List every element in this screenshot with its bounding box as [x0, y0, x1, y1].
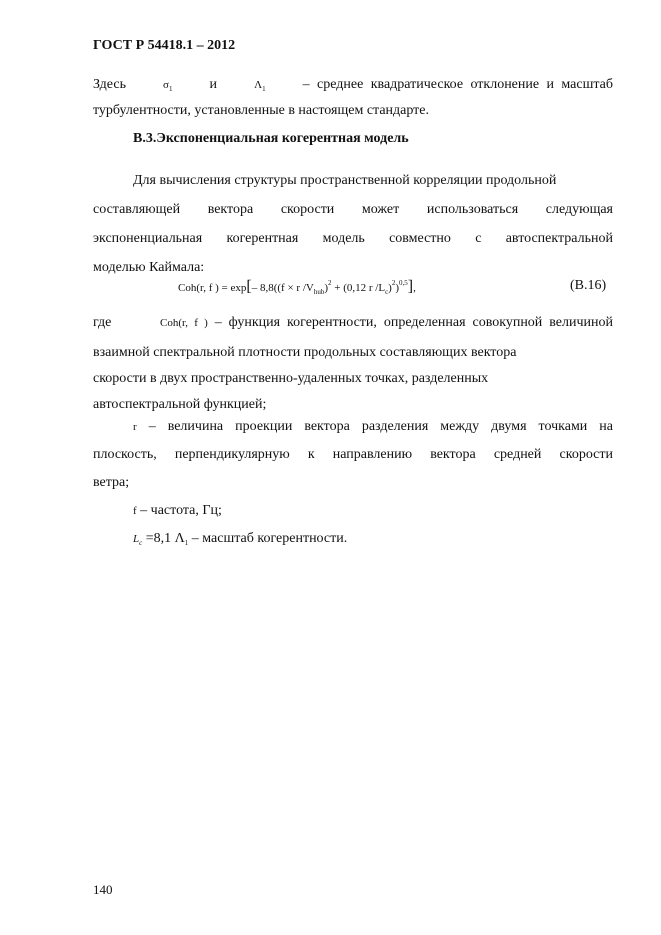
def-coh-line-3: скорости в двух пространственно-удаленных точках, разделенных [93, 371, 489, 386]
def-lc-line [93, 525, 613, 557]
def-r-line-2: плоскость, перпендикулярную к направлению вектора средней скорости [93, 447, 613, 462]
formula-part3: ) [395, 282, 400, 294]
def-lc-lambda-sub: 1 [184, 539, 189, 547]
formula-exp-2b: 2 [391, 279, 396, 287]
lambda-sub: 1 [262, 85, 266, 93]
def-where: где [93, 315, 112, 330]
def-coh-line-2: взаимной спектральной плотности продольных составляющих вектора [93, 345, 517, 360]
def-f-block [93, 497, 613, 557]
def-f-line [93, 497, 613, 525]
formula-bracket-close: ] [407, 278, 414, 295]
lambda-symbol [254, 79, 265, 91]
def-coh-symbol: Coh(r, f ) [160, 317, 208, 329]
formula-part1: – 8,8((f × r /V [251, 282, 314, 294]
formula-b16 [178, 278, 416, 296]
def-r-symbol: r [133, 421, 137, 433]
formula-exp-2a: 2 [328, 279, 332, 287]
intro-paragraph [93, 74, 613, 122]
def-f-text: – частота, Гц; [136, 503, 222, 518]
document-header: ГОСТ Р 54418.1 – 2012 [93, 38, 236, 53]
sigma-sub: 1 [168, 85, 173, 93]
body-line-2: составляющей вектора скорости может использоваться следующая [93, 202, 613, 217]
intro-line-2: турбулентности, установленные в настоящем стандарте. [93, 103, 430, 118]
body-line-1: Для вычисления структуры пространственной корреляции продольной [133, 173, 557, 188]
def-r-line-3: ветра; [93, 475, 130, 490]
def-lc-symbol [133, 533, 142, 545]
formula-bracket-open: [ [246, 278, 252, 295]
def-coh-text-1: – функция когерентности, определенная совокупной величиной [214, 315, 613, 330]
def-r-text-1: – величина проекции вектора разделения между двумя точками на [148, 419, 614, 434]
formula-part1-close: ) [324, 282, 328, 294]
def-coh-line-4: автоспектральной функцией; [93, 397, 267, 412]
intro-line1-rest: – среднее квадратическое отклонение и масштаб [302, 77, 614, 92]
formula-number: (B.16) [570, 278, 607, 293]
sigma-symbol [163, 79, 172, 91]
formula-comma: , [413, 282, 416, 294]
formula-exp-05: 0,5 [399, 279, 408, 287]
intro-line-1 [93, 74, 613, 100]
section-title: В.3.Экспоненциальная когерентная модель [133, 131, 409, 146]
def-coh-line-1 [93, 308, 613, 338]
def-r-line-1 [93, 413, 613, 441]
def-lc-sub: c [139, 539, 143, 547]
def-r-block [93, 413, 613, 497]
sigma-char: σ [163, 79, 169, 91]
body-line-3: экспоненциальная когерентная модель совместно с автоспектральной [93, 231, 613, 246]
body-line-4: моделью Каймала: [93, 260, 205, 275]
def-lc-value: =8,1 Λ [142, 531, 185, 546]
definitions-block [93, 308, 613, 419]
formula-lhs: Coh(r, f ) = exp [178, 282, 247, 294]
def-f-symbol: f [133, 505, 137, 517]
def-lc-text: – масштаб когерентности. [188, 531, 348, 546]
formula-part2: + (0,12 r /L [331, 282, 386, 294]
intro-and: и [209, 77, 218, 92]
body-paragraph [93, 166, 613, 282]
intro-prefix: Здесь [93, 77, 126, 92]
formula-part2-close: ) [388, 282, 392, 294]
def-lc-char: L [133, 533, 140, 545]
formula-lc-sub: c [385, 288, 389, 296]
formula-vhub-sub: hub [313, 288, 325, 296]
lambda-char: Λ [254, 79, 263, 91]
page-number: 140 [93, 882, 113, 897]
